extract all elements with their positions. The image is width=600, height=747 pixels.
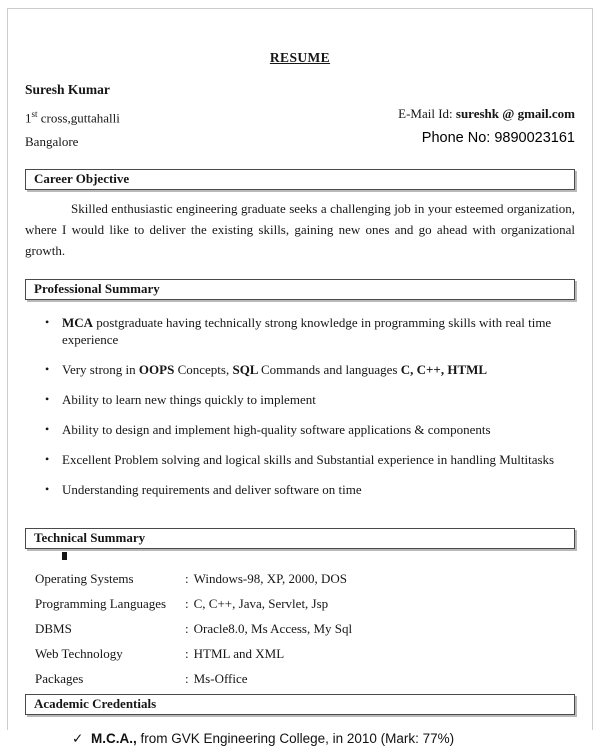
- technical-summary-table: [25, 566, 575, 691]
- academic-credential-item: [72, 730, 575, 747]
- table-row-label: Operating Systems: [35, 570, 134, 586]
- table-row-label: DBMS: [35, 620, 72, 636]
- resume-document: [25, 0, 575, 747]
- bullet-icon: •: [45, 391, 50, 406]
- contact-left: [25, 78, 120, 154]
- table-row-value-cell: [185, 666, 575, 691]
- list-item-text: Very strong in OOPS Concepts, SQL Commands and languages C, C++, HTML: [62, 361, 488, 377]
- table-row: [25, 591, 575, 616]
- list-item: [45, 314, 575, 348]
- checkmark-icon: ✓: [72, 730, 84, 746]
- list-item: [45, 361, 575, 378]
- table-row-value-cell: [185, 566, 575, 591]
- document-title: RESUME: [269, 50, 331, 65]
- bullet-icon: •: [45, 314, 50, 329]
- candidate-name: Suresh Kumar: [25, 82, 110, 97]
- table-row-value: HTML and XML: [193, 645, 285, 661]
- list-item-text: Ability to learn new things quickly to implement: [62, 391, 316, 407]
- list-item: [45, 481, 575, 498]
- email-value: sureshk @ gmail.com: [455, 106, 575, 121]
- table-row-value-cell: [185, 616, 575, 641]
- table-row-value-cell: [185, 641, 575, 666]
- table-row-value-cell: [185, 591, 575, 616]
- bullet-icon: •: [45, 451, 50, 466]
- academic-credential-text: M.C.A., from GVK Engineering College, in 2010 (Mark: 77%): [91, 730, 455, 746]
- separator: :: [185, 620, 189, 636]
- table-row-value: Windows-98, XP, 2000, DOS: [193, 570, 347, 586]
- list-item: [45, 451, 575, 468]
- email-line: [398, 102, 575, 126]
- table-row-label: Packages: [35, 670, 84, 686]
- list-item: [45, 391, 575, 408]
- table-row-value: Ms-Office: [193, 670, 248, 686]
- list-item: [45, 421, 575, 438]
- list-item-text: MCA postgraduate having technically strong knowledge in programming skills with real time experience: [62, 314, 552, 347]
- separator: :: [185, 570, 189, 586]
- table-row: [25, 566, 575, 591]
- bullet-icon: •: [45, 481, 50, 496]
- email-label: E-Mail Id:: [398, 106, 456, 121]
- section-heading-technical-summary: Technical Summary: [25, 528, 575, 549]
- list-item-text: Excellent Problem solving and logical skills and Substantial experience in handling Multitasks: [62, 451, 555, 467]
- section-heading-academic-credentials: Academic Credentials: [25, 694, 575, 715]
- address-line: 1st cross,guttahalli: [25, 109, 120, 126]
- table-row: [25, 666, 575, 691]
- address-city: Bangalore: [25, 134, 79, 150]
- bullet-icon: •: [45, 421, 50, 436]
- table-row-value: Oracle8.0, Ms Access, My Sql: [193, 620, 353, 636]
- professional-summary-list: [25, 314, 575, 498]
- separator: :: [185, 670, 189, 686]
- table-row-label: Web Technology: [35, 645, 123, 661]
- contact-header: [25, 78, 575, 154]
- table-row-value: C, C++, Java, Servlet, Jsp: [193, 595, 329, 611]
- phone-line: Phone No: 9890023161: [421, 130, 575, 146]
- scan-artifact-mark: [62, 552, 67, 560]
- table-row: [25, 641, 575, 666]
- separator: :: [185, 645, 189, 661]
- career-objective-text: Skilled enthusiastic engineering graduate seeks a challenging job in your esteemed organization, where I would like to deliver the existing skills, gaining new ones and go ahead with organizational growth.: [25, 201, 575, 258]
- list-item-text: Ability to design and implement high-quality software applications & components: [62, 421, 491, 437]
- contact-right: [398, 102, 575, 154]
- separator: :: [185, 595, 189, 611]
- table-row: [25, 616, 575, 641]
- table-row-label: Programming Languages: [35, 595, 167, 611]
- list-item-text: Understanding requirements and deliver software on time: [62, 481, 362, 497]
- section-heading-professional-summary: Professional Summary: [25, 279, 575, 300]
- section-heading-career-objective: Career Objective: [25, 169, 575, 190]
- address-ordinal: st: [31, 109, 38, 119]
- bullet-icon: •: [45, 361, 50, 376]
